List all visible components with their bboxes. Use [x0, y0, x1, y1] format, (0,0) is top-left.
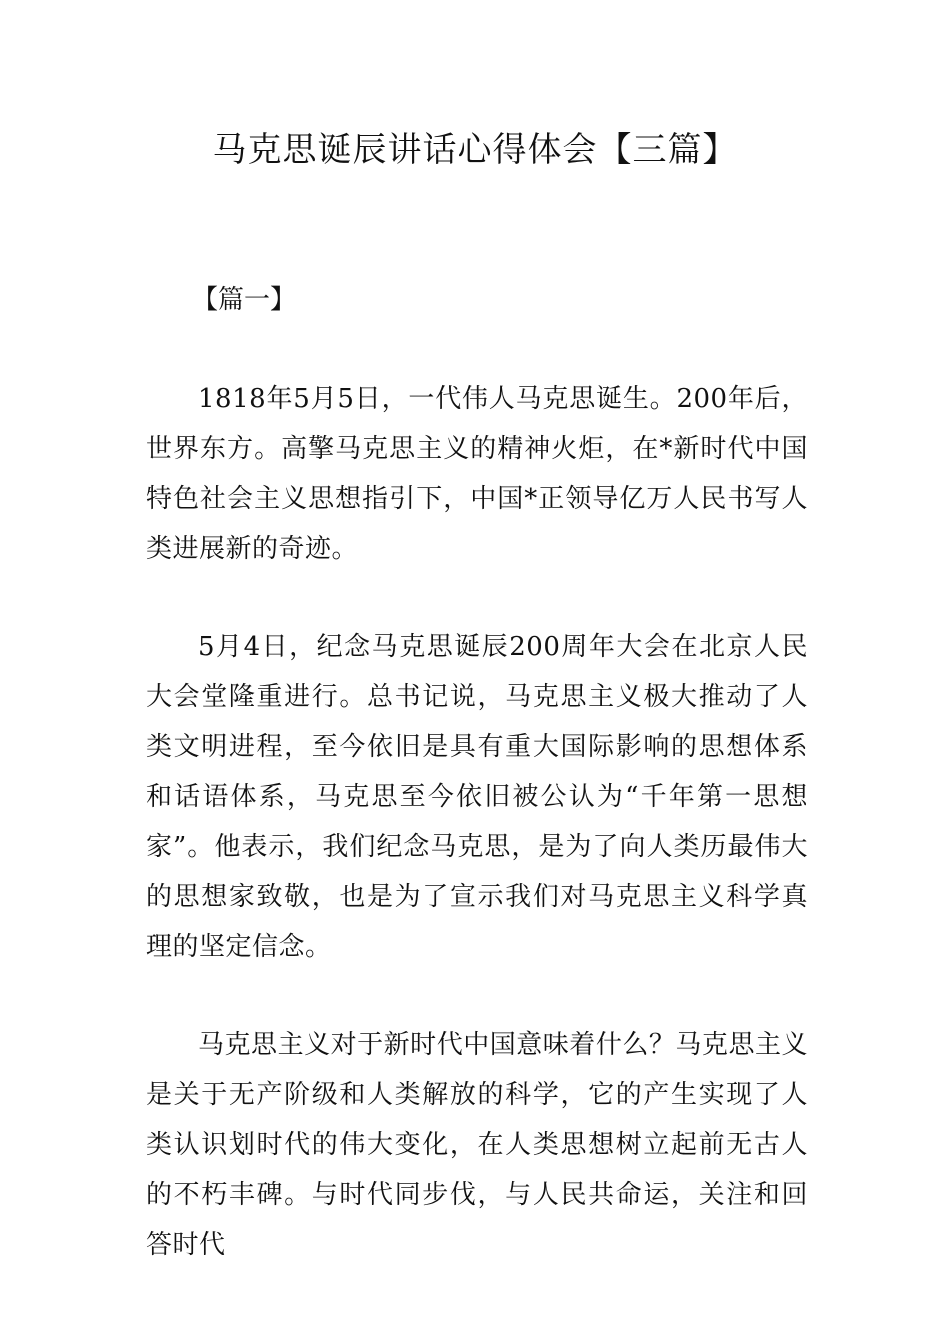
- paragraph-1: 1818年5月5日，一代伟人马克思诞生。200年后，世界东方。高擎马克思主义的精神火炬，在*新时代中国特色社会主义思想指引下，中国*正领导亿万人民书写人类进展新的奇迹。: [146, 384, 808, 564]
- paragraph-2: 5月4日，纪念马克思诞辰200周年大会在北京人民大会堂隆重进行。总书记说，马克思主义极大推动了人类文明进程，至今依旧是具有重大国际影响的思想体系和话语体系，马克思至今依旧被公认为“千年第一思想家”。他表示，我们纪念马克思，是为了向人类历最伟大的思想家致敬，也是为了宣示我们对马克思主义科学真理的坚定信念。: [146, 632, 808, 962]
- document-title: 马克思诞辰讲话心得体会【三篇】: [212, 130, 738, 170]
- section-heading: 【篇一】: [192, 285, 297, 315]
- paragraph-3: 马克思主义对于新时代中国意味着什么？马克思主义是关于无产阶级和人类解放的科学，它的产生实现了人类认识划时代的伟大变化，在人类思想树立起前无古人的不朽丰碑。与时代同步伐，与人民共命运，关注和回答时代: [146, 1030, 808, 1260]
